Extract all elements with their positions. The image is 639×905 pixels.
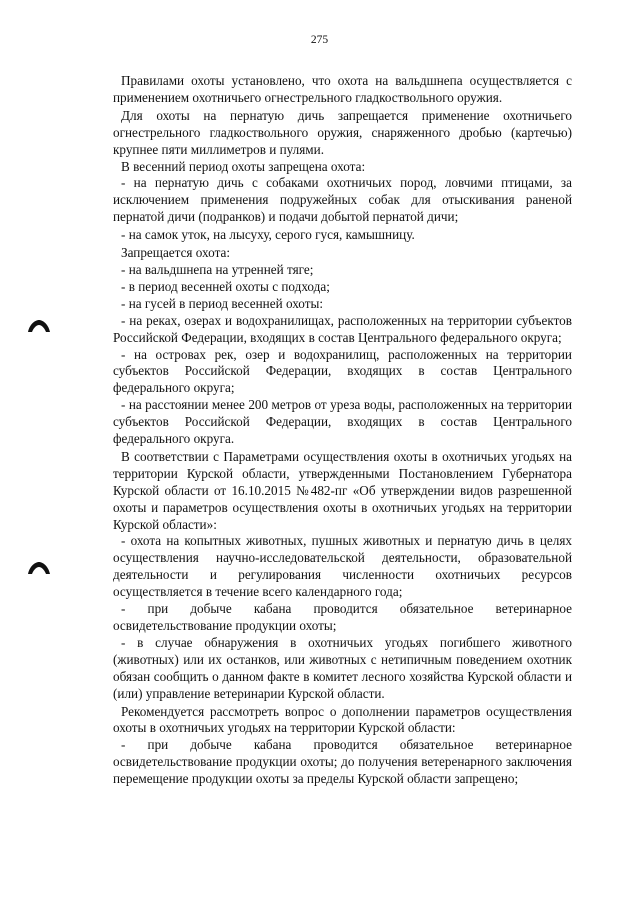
- list-item: - в период весенней охоты с подхода;: [121, 278, 330, 294]
- paragraph: В соответствии с Параметрами осуществления охоты в охотничьих угодьях на территории Курской области, утвержденными Постановлением Губернатора Курской области от 16.10.2015 №482-пг «Об утверждении видов разрешенной охоты и параметров осуществления охоты в охотничьих угодьях на территории Курской области»:: [113, 448, 572, 532]
- paragraph: Для охоты на пернатую дичь запрещается применение охотничьего огнестрельного гладкоствольного оружия, снаряженного дробью (картечью) крупнее пяти миллиметров и пулями.: [113, 107, 572, 157]
- list-item: - на самок уток, на лысуху, серого гуся, камышницу.: [121, 227, 415, 243]
- list-item: - на гусей в период весенней охоты:: [121, 295, 324, 311]
- list-item: - на расстоянии менее 200 метров от уреза воды, расположенных на территории субъектов Российской Федерации, входящих в состав Центрального федерального округа.: [113, 397, 572, 447]
- paragraph: В весенний период охоты запрещена охота:: [121, 158, 366, 174]
- list-item: - на реках, озерах и водохранилищах, расположенных на территории субъектов Российской Федерации, входящих в состав Центрального федерального округа;: [113, 312, 572, 345]
- page-number: 275: [310, 34, 329, 46]
- list-item: - при добыче кабана проводится обязательное ветеринарное освидетельствование продукции охоты;: [113, 601, 572, 633]
- list-item: - при добыче кабана проводится обязательное ветеринарное освидетельствование продукции охоты; до получения ветеренарного заключения перемещение продукции охоты за пределы Курской области запрещено;: [113, 737, 572, 787]
- list-item: - на пернатую дичь с собаками охотничьих пород, ловчими птицами, за исключением применения подружейных собак для отыскивания раненой пернатой дичи (подранков) и подачи добытой пернатой дичи;: [113, 175, 572, 225]
- document-body: [113, 73, 572, 788]
- list-item: - охота на копытных животных, пушных животных и пернатую дичь в целях осуществления научно-исследовательской деятельности, образовательной деятельности и регулирования численности охотничьих ресурсов осуществляется в течение всего календарного года;: [113, 533, 572, 600]
- list-item: - в случае обнаружения в охотничьих угодьях погибшего животного (животных) или их останков, или животных с нетипичным поведением охотник обязан сообщить о данном факте в комитет лесного хозяйства Курской области и (или) управление ветеринарии Курской области.: [113, 634, 572, 701]
- binder-hole-mark-top: [27, 319, 51, 333]
- paragraph: Рекомендуется рассмотреть вопрос о дополнении параметров осуществления охоты в охотничьих угодьях на территории Курской области:: [113, 703, 572, 736]
- paragraph: Правилами охоты установлено, что охота на вальдшнепа осуществляется с применением охотничьего огнестрельного гладкоствольного оружия.: [113, 73, 572, 105]
- binder-hole-mark-bottom: [27, 561, 51, 575]
- list-item: - на островах рек, озер и водохранилищ, расположенных на территории субъектов Российской Федерации, входящих в состав Центрального федерального округа;: [113, 346, 572, 396]
- list-item: - на вальдшнепа на утренней тяге;: [121, 261, 314, 277]
- paragraph: Запрещается охота:: [121, 245, 231, 261]
